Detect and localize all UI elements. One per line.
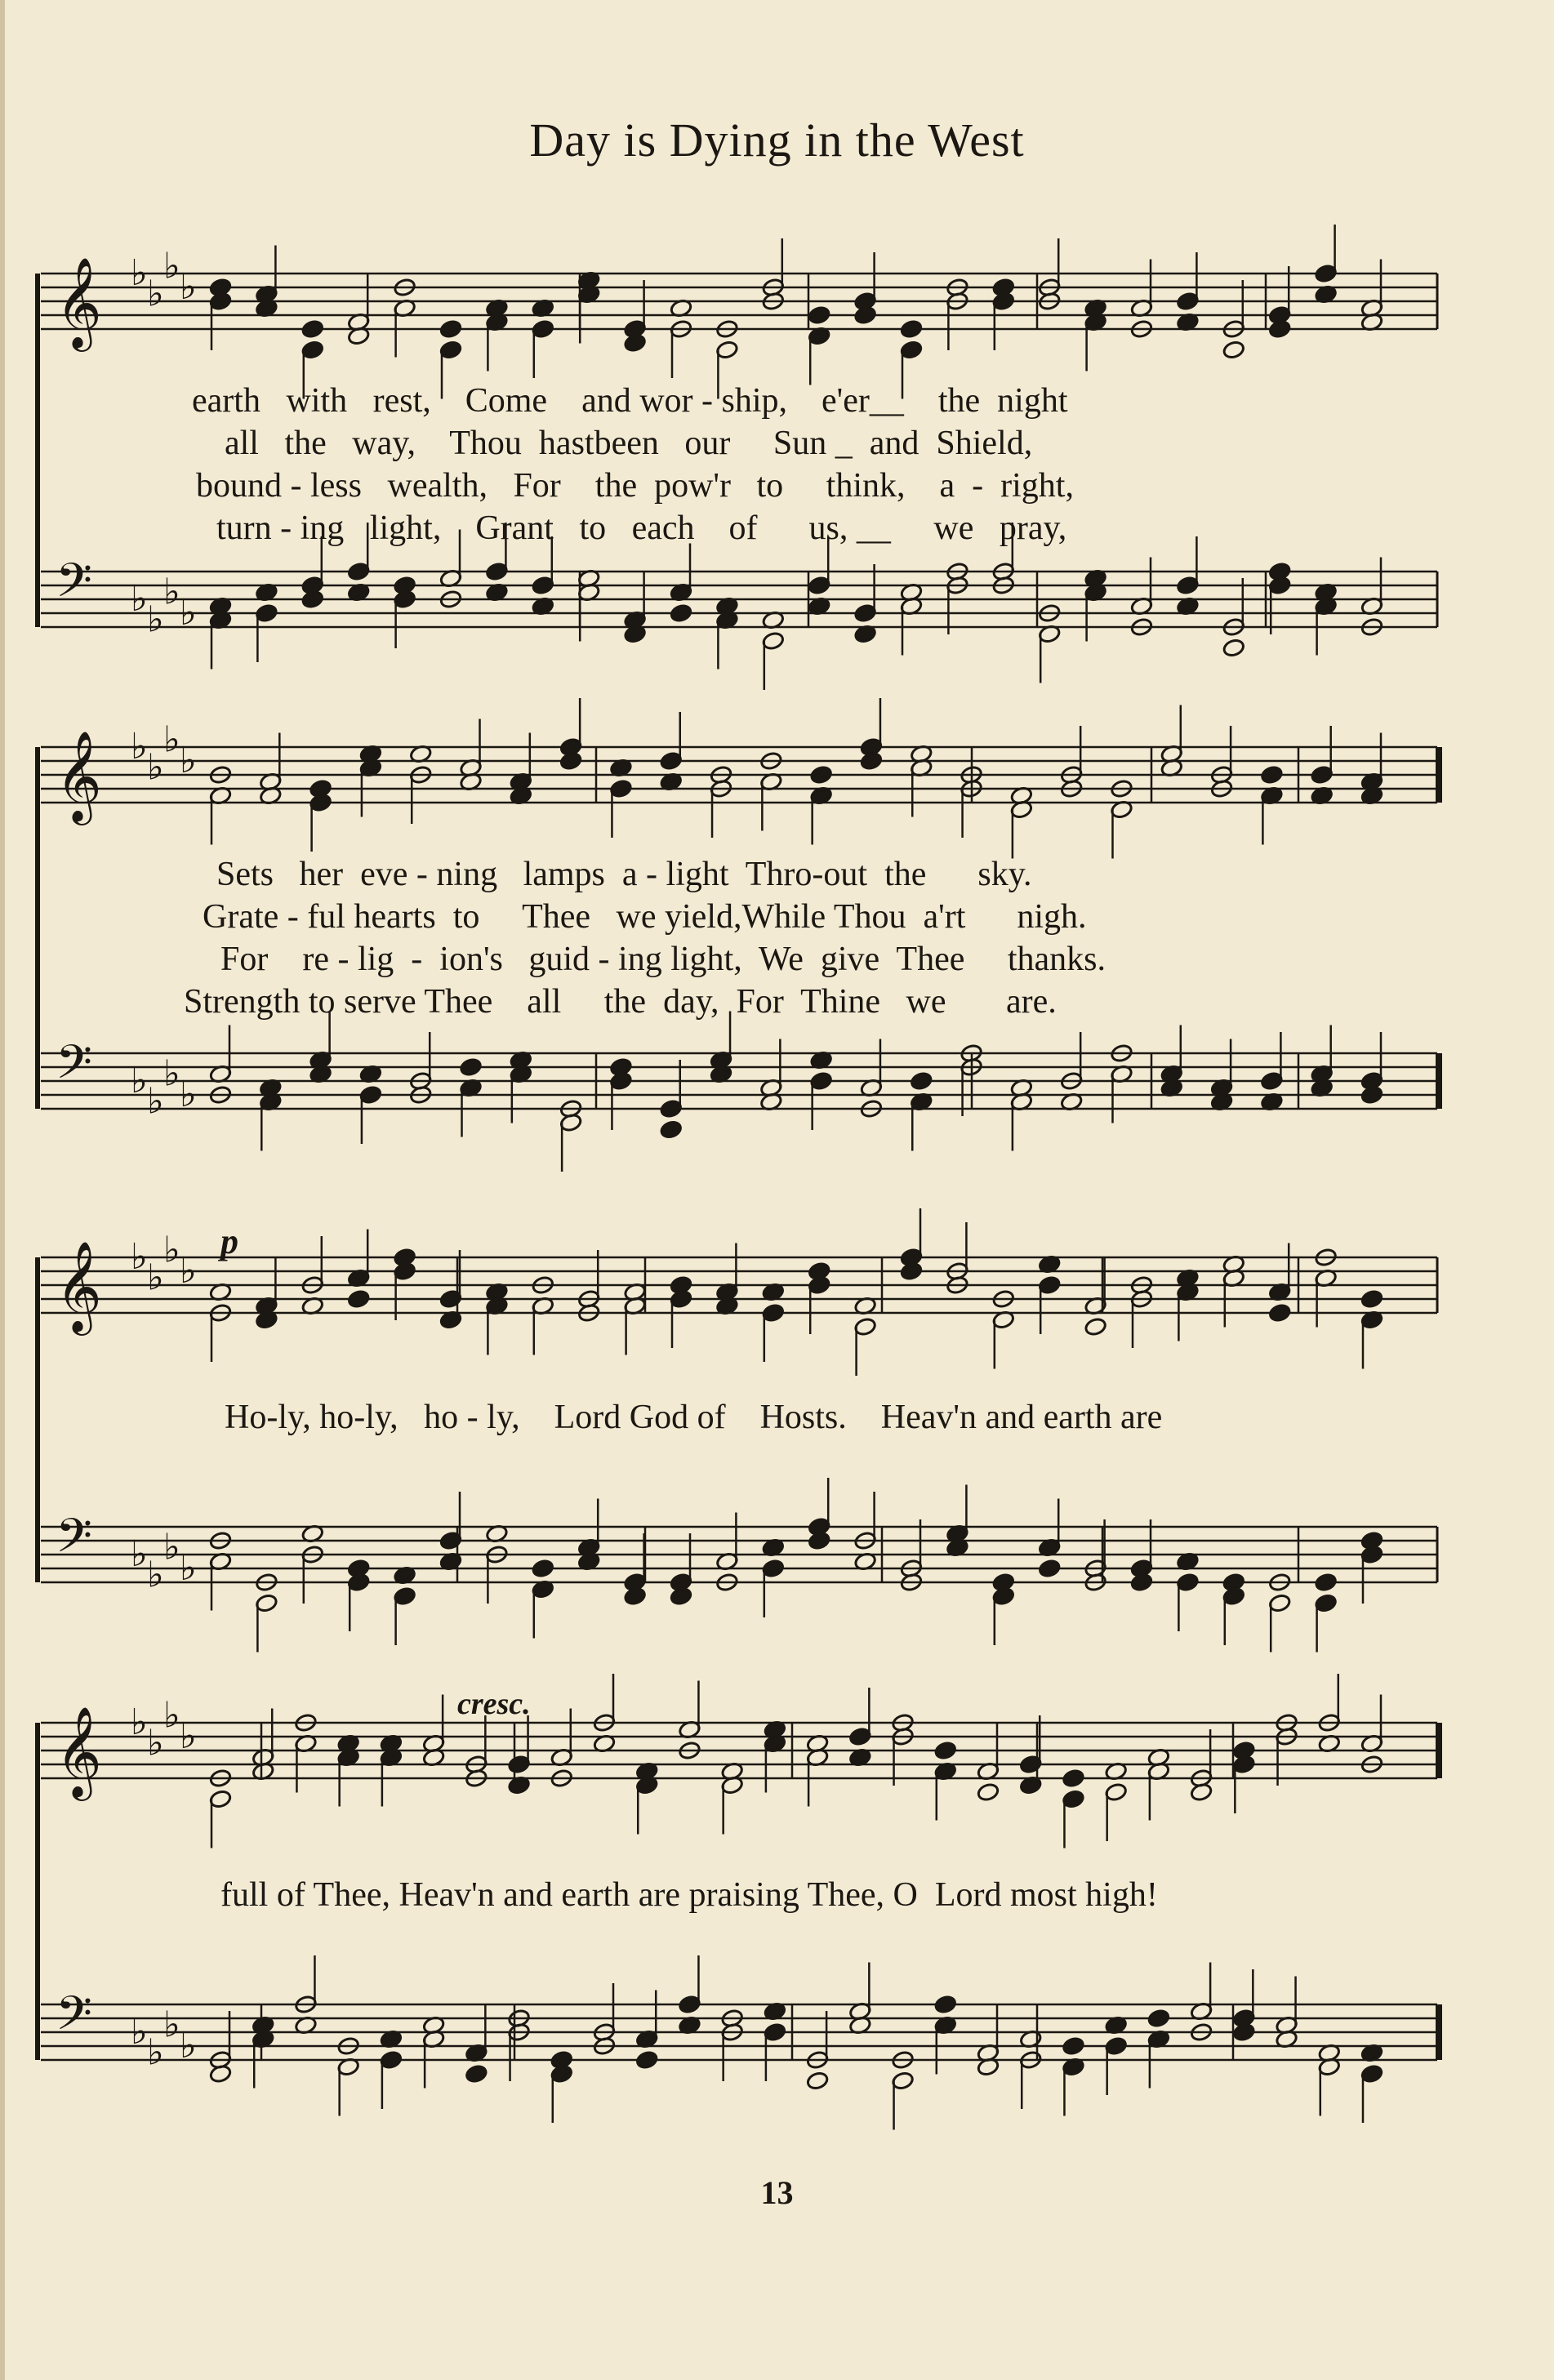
- music-system-3: [24, 1221, 1449, 1637]
- flat-icon: ♭: [180, 1547, 197, 1589]
- dynamic-marking: cresc.: [457, 1687, 531, 1721]
- notehead: [459, 1057, 482, 1077]
- notehead: [1062, 1768, 1084, 1788]
- flat-icon: ♭: [131, 726, 148, 767]
- lyric-verse-2: all the way, Thou hastbeen our Sun _ and Shield,: [225, 425, 1033, 462]
- notehead: [1222, 638, 1245, 657]
- notehead: [1084, 1317, 1107, 1337]
- notehead: [660, 1119, 683, 1139]
- notehead: [670, 1586, 692, 1606]
- music-system-4: [24, 1686, 1449, 2119]
- lyric-line: Ho-ly, ho-ly, ho - ly, Lord God of Hosts. Heav'n and earth are: [225, 1399, 1163, 1436]
- notehead: [209, 2064, 232, 2084]
- notehead: [301, 589, 324, 609]
- lyric-verse-1: earth with rest, Come and wor - ship, e'er__ the night: [192, 382, 1068, 420]
- notehead: [670, 603, 692, 623]
- treble-clef-icon: 𝄞: [56, 1240, 102, 1332]
- final-barline: [1436, 1723, 1442, 1778]
- music-system-1: [24, 245, 1449, 674]
- notehead: [808, 1531, 830, 1550]
- notehead: [809, 765, 832, 785]
- notehead: [635, 2050, 658, 2070]
- final-barline: [1436, 747, 1442, 803]
- flat-icon: ♭: [147, 2031, 164, 2074]
- flat-icon: ♭: [163, 2004, 180, 2046]
- flat-icon: ♭: [163, 1052, 180, 1095]
- notehead: [1038, 1559, 1061, 1578]
- notehead: [934, 1995, 957, 2014]
- notehead: [532, 1559, 554, 1578]
- notehead: [900, 319, 923, 339]
- notehead: [1190, 1782, 1213, 1802]
- flat-icon: ♭: [147, 1554, 164, 1596]
- lyric-verse-1: Sets her eve - ning lamps a - light Thro-out the sky.: [216, 856, 1032, 893]
- dynamic-marking: p: [220, 1221, 238, 1261]
- notehead: [347, 1289, 370, 1309]
- page-number: 13: [760, 2174, 794, 2211]
- flat-icon: ♭: [147, 1257, 164, 1299]
- bass-clef-icon: 𝄢: [56, 1986, 93, 2053]
- notehead: [853, 305, 876, 325]
- notehead: [1062, 2036, 1084, 2056]
- notehead: [808, 305, 830, 325]
- flat-icon: ♭: [147, 273, 164, 315]
- notehead: [1268, 319, 1291, 339]
- notehead: [1147, 2009, 1170, 2028]
- flat-icon: ♭: [180, 266, 197, 308]
- notehead: [465, 2064, 488, 2084]
- notehead: [1232, 2022, 1255, 2042]
- bass-clef-icon: 𝄢: [56, 553, 93, 620]
- lyric-verse-4: Strength to serve Thee all the day, For Thine we are.: [184, 983, 1057, 1021]
- notehead: [301, 319, 324, 339]
- notehead: [1130, 1573, 1153, 1592]
- notehead: [623, 1586, 646, 1606]
- notehead: [860, 751, 883, 771]
- notehead: [623, 333, 646, 353]
- notehead: [1360, 1085, 1383, 1105]
- flat-icon: ♭: [180, 740, 197, 781]
- flat-icon: ♭: [180, 592, 197, 634]
- lyric-verse-2: Grate - ful hearts to Thee we yield,While Thou a'rt nigh.: [203, 898, 1087, 936]
- flat-icon: ♭: [147, 1080, 164, 1123]
- treble-clef-icon: 𝄞: [56, 1706, 102, 1797]
- flat-icon: ♭: [163, 571, 180, 613]
- notehead: [900, 1261, 923, 1281]
- flat-icon: ♭: [180, 1250, 197, 1292]
- lyric-line: full of Thee, Heav'n and earth are praising Thee, O Lord most high!: [220, 1876, 1158, 1914]
- notehead: [806, 2071, 829, 2090]
- final-barline: [1436, 2004, 1442, 2060]
- flat-icon: ♭: [163, 1526, 180, 1568]
- notehead: [559, 751, 582, 771]
- flat-icon: ♭: [147, 598, 164, 641]
- notehead: [1314, 1573, 1337, 1592]
- flat-icon: ♭: [163, 1229, 180, 1271]
- lyric-verse-4: turn - ing light, Grant to each of us, __ we pray,: [216, 509, 1067, 547]
- final-barline: [1436, 1053, 1442, 1109]
- treble-clef-icon: 𝄞: [56, 256, 102, 348]
- notehead: [439, 319, 462, 339]
- page-edge: [0, 0, 5, 2380]
- flat-icon: ♭: [131, 1702, 148, 1743]
- flat-icon: ♭: [147, 1722, 164, 1764]
- flat-icon: ♭: [131, 1060, 148, 1101]
- flat-icon: ♭: [180, 1074, 197, 1115]
- flat-icon: ♭: [147, 746, 164, 789]
- flat-icon: ♭: [131, 1533, 148, 1575]
- music-system-2: [24, 718, 1449, 1163]
- lyric-verse-3: bound - less wealth, For the pow'r to think, a - right,: [196, 467, 1074, 505]
- notehead: [1222, 340, 1245, 359]
- bass-clef-icon: 𝄢: [56, 1034, 93, 1101]
- flat-icon: ♭: [131, 2011, 148, 2053]
- notehead: [1268, 1303, 1291, 1323]
- notehead: [1360, 1289, 1383, 1309]
- bass-clef-icon: 𝄢: [56, 1508, 93, 1575]
- notehead: [977, 1782, 1000, 1802]
- notehead: [910, 1071, 933, 1091]
- flat-icon: ♭: [163, 1694, 180, 1737]
- flat-icon: ♭: [180, 2025, 197, 2066]
- notehead: [934, 1741, 957, 1760]
- lyric-verse-3: For re - lig - ion's guid - ing light, We give Thee thanks.: [220, 941, 1107, 978]
- flat-icon: ♭: [131, 252, 148, 294]
- flat-icon: ♭: [180, 1715, 197, 1757]
- flat-icon: ♭: [163, 718, 180, 761]
- notehead: [1260, 765, 1283, 785]
- flat-icon: ♭: [163, 245, 180, 287]
- hymn-title: Day is Dying in the West: [529, 113, 1025, 167]
- treble-clef-icon: 𝄞: [56, 730, 102, 821]
- flat-icon: ♭: [131, 578, 148, 620]
- flat-icon: ♭: [131, 1236, 148, 1278]
